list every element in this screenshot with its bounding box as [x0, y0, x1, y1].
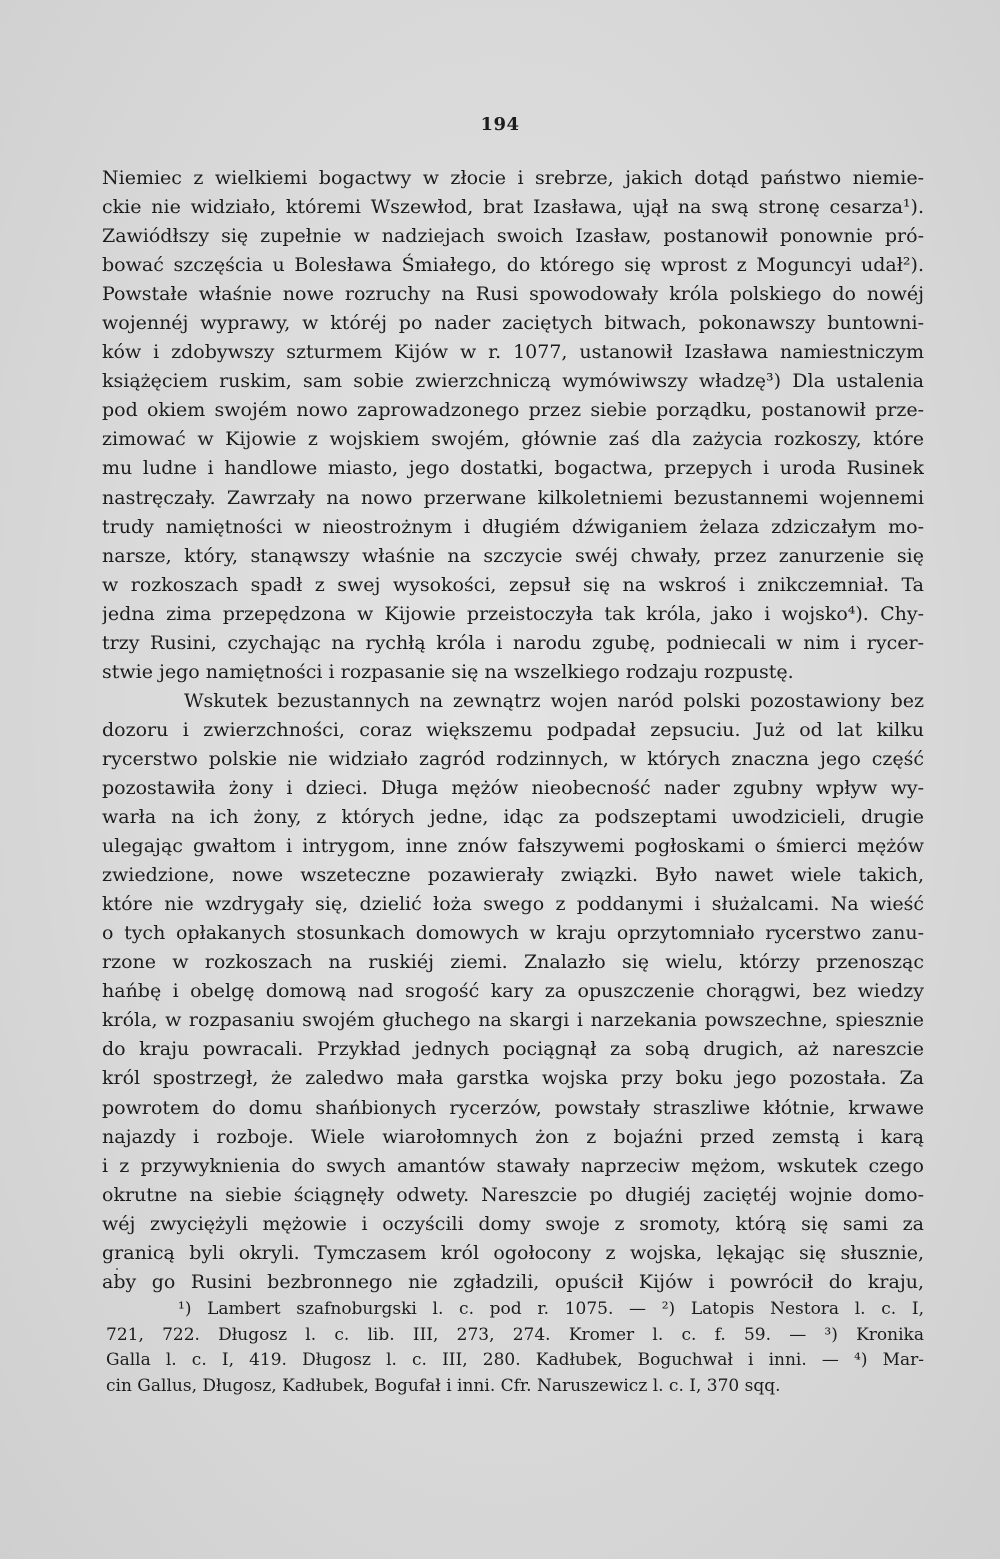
text-line: król spostrzegł, że zaledwo mała garstka wojska przy boku jego pozostała. Za: [102, 1067, 924, 1090]
text-line: powrotem do domu shańbionych rycerzów, powstały straszliwe kłótnie, krwawe: [102, 1096, 924, 1119]
text-line: które nie wzdrygały się, dzielić łoża swego z poddanymi i służalcami. Na wieść: [102, 893, 924, 916]
text-line: mu ludne i handlowe miasto, jego dostatki, bogactwa, przepych i uroda Rusinek: [102, 457, 924, 480]
text-line: Zawiódłszy się zupełnie w nadziejach swoich Izasław, postanowił ponownie pró-: [102, 225, 924, 248]
text-line: ulegając gwałtom i intrygom, inne znów fałszywemi pogłoskami o śmierci mężów: [102, 835, 924, 858]
text-line: bować szczęścia u Bolesława Śmiałego, do którego się wprost z Moguncyi udał²).: [102, 254, 924, 277]
text-line: wojennéj wyprawy, w któréj po nader zaciętych bitwach, pokonawszy buntowni-: [102, 312, 924, 335]
text-line: Powstałe właśnie nowe rozruchy na Rusi spowodowały króla polskiego do nowéj: [102, 283, 924, 306]
text-line: hańbę i obelgę domową nad srogość kary za opuszczenie chorągwi, bez wiedzy: [102, 980, 924, 1003]
text-line: pozostawiła żony i dzieci. Długa mężów nieobecność nader zgubny wpływ wy-: [102, 776, 924, 799]
text-line: wéj zwyciężyli mężowie i oczyścili domy swoje z sromoty, którą się sami za: [102, 1212, 924, 1235]
paragraph-start-line: Wskutek bezustannych na zewnątrz wojen naród polski pozostawiony bez: [184, 689, 924, 712]
text-line: pod okiem swojém nowo zaprowadzonego przez siebie porządku, postanowił prze-: [102, 399, 924, 422]
text-line: trzy Rusini, czychając na rychłą króla i narodu zgubę, podniecali w nim i rycer-: [102, 631, 924, 654]
text-line: ków i zdobywszy szturmem Kijów w r. 1077, ustanowił Izasława namiestniczym: [102, 341, 924, 364]
text-line: najazdy i rozboje. Wiele wiarołomnych żon z bojaźni przed zemstą i karą: [102, 1125, 924, 1148]
text-line: zimować w Kijowie z wojskiem swojém, głównie zaś dla zażycia rozkoszy, które: [102, 428, 924, 451]
text-line: do kraju powracali. Przykład jednych pociągnął za sobą drugich, aż nareszcie: [102, 1038, 924, 1061]
text-line: okrutne na siebie ściągnęły odwety. Nareszcie po długiéj zaciętéj wojnie domo-: [102, 1183, 924, 1206]
text-line: rycerstwo polskie nie widziało zagród rodzinnych, w których znaczna jego część: [102, 747, 924, 770]
text-line: aby go Rusini bezbronnego nie zgładzili, opuścił Kijów i powrócił do kraju,: [102, 1270, 924, 1293]
footnote-line: cin Gallus, Długosz, Kadłubek, Bogufał i inni. Cfr. Naruszewicz l. c. I, 370 sqq.: [106, 1375, 781, 1396]
print-speck: [116, 1268, 118, 1270]
text-line: zwiedzione, nowe wszeteczne pozawierały związki. Było nawet wiele takich,: [102, 864, 924, 887]
paragraph-end-line: stwie jego namiętności i rozpasanie się na wszelkiego rodzaju rozpustę.: [102, 660, 794, 683]
page-number: 194: [480, 114, 520, 135]
text-line: narsze, który, stanąwszy właśnie na szczycie swéj chwały, przez zanurzenie się: [102, 544, 924, 567]
footnote-line: Galla l. c. I, 419. Długosz l. c. III, 280. Kadłubek, Boguchwał i inni. — ⁴) Mar-: [106, 1350, 924, 1370]
text-line: granicą byli okryli. Tymczasem król ogołocony z wojska, lękając się słusznie,: [102, 1241, 924, 1264]
text-line: książęciem ruskim, sam sobie zwierzchniczą wymówiwszy władzę³) Dla ustalenia: [102, 370, 924, 393]
footnotes: [106, 1297, 924, 1399]
text-line: nastręczały. Zawrzały na nowo przerwane kilkoletniemi bezustannemi wojennemi: [102, 486, 924, 509]
text-line: w rozkoszach spadł z swej wysokości, zepsuł się na wskroś i znikczemniał. Ta: [102, 573, 924, 596]
main-text: [102, 164, 924, 1297]
text-line: trudy namiętności w nieostrożnym i długiém dźwiganiem żelaza zdziczałym mo-: [102, 515, 924, 538]
text-line: jedna zima przepędzona w Kijowie przeistoczyła tak króla, jako i wojsko⁴). Chy-: [102, 602, 924, 625]
footnote-line: 721, 722. Długosz l. c. lib. III, 273, 274. Kromer l. c. f. 59. — ³) Kronika: [106, 1324, 924, 1345]
text-line: o tych opłakanych stosunkach domowych w kraju oprzytomniało rycerstwo zanu-: [102, 922, 924, 945]
text-line: rzone w rozkoszach na ruskiéj ziemi. Znalazło się wielu, którzy przenosząc: [102, 951, 924, 974]
text-line: warła na ich żony, z których jedne, idąc za podszeptami uwodzicieli, drugie: [102, 806, 924, 829]
footnote-line: ¹) Lambert szafnoburgski l. c. pod r. 1075. — ²) Latopis Nestora l. c. I,: [178, 1299, 924, 1319]
text-line: ckie nie widziało, któremi Wszewłod, brat Izasława, ujął na swą stronę cesarza¹).: [102, 196, 924, 219]
text-line: Niemiec z wielkiemi bogactwy w złocie i srebrze, jakich dotąd państwo niemie-: [102, 167, 924, 189]
text-line: i z przywyknienia do swych amantów stawały naprzeciw mężom, wskutek czego: [102, 1154, 924, 1177]
text-line: dozoru i zwierzchności, coraz większemu podpadał zepsuciu. Już od lat kilku: [102, 718, 924, 741]
text-line: króla, w rozpasaniu swojém głuchego na skargi i narzekania powszechne, spiesznie: [102, 1009, 924, 1032]
